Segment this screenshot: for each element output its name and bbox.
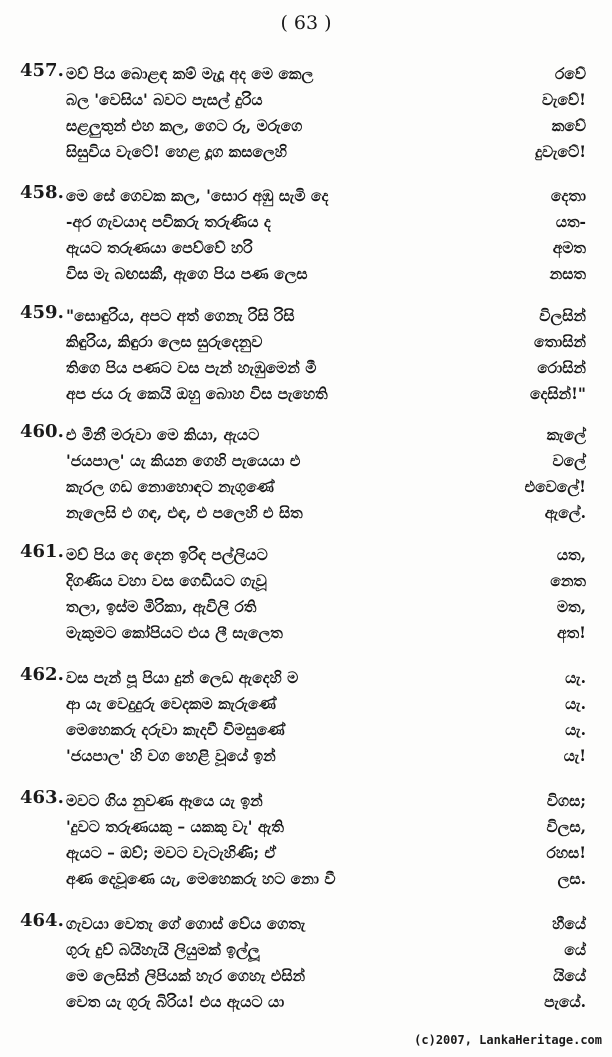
verse-rhyme: නෙත: [550, 571, 586, 590]
verse-text: මවට ගිය නුවණ ඈයෙ යැ ඉන්: [66, 791, 263, 810]
stanza-number: 463.: [20, 787, 64, 808]
stanza: [0, 421, 612, 525]
verse-line: [66, 86, 586, 112]
verse-rhyme: රවේ: [554, 64, 586, 83]
verse-rhyme: ලස.: [557, 869, 586, 888]
verse-text: සිසුවිය වැටේ! හෙළ දූග කසලෙහි: [66, 142, 287, 161]
verse-rhyme: විගස;: [546, 791, 586, 810]
verse-rhyme: දෙසින්!": [529, 384, 586, 403]
verse-rhyme: එවෙලේ!: [524, 477, 586, 496]
stanza: [0, 541, 612, 645]
verse-rhyme: නසත: [549, 264, 586, 283]
verse-rhyme: යේ: [564, 940, 586, 959]
verse-line: [66, 473, 586, 499]
verse-rhyme: රොසින්: [537, 358, 586, 377]
stanza-number: 458.: [20, 182, 64, 203]
verse-line: [66, 988, 586, 1014]
verse-line: [66, 234, 586, 260]
verse-text: 'දුවට තරුණයකු – යකකු වැ' ඇති: [66, 817, 284, 836]
verse-text: දිගණිය වහා වස ගෙඩියට ගැවූ: [66, 571, 267, 590]
stanza-number: 464.: [20, 910, 64, 931]
verse-text: කිඳුරිය, කිඳුරා ලෙස සුරුදෙනුව: [66, 332, 263, 351]
verse-line: [66, 421, 586, 447]
verse-rhyme: වැවේ!: [542, 90, 586, 109]
verse-text: ඇයට තරුණයා පෙව්වේ හරි: [66, 238, 253, 257]
stanza: [0, 910, 612, 1014]
verse-line: [66, 354, 586, 380]
verse-line: [66, 260, 586, 286]
verse-line: [66, 380, 586, 406]
verse-text: -අර ගැවයාද පවිකරු තරුණිය ද: [66, 212, 271, 231]
verse-line: [66, 182, 586, 208]
verse-text: මෙ ලෙසින් ලිපියක් හැර ගෙහැ එසින්: [66, 966, 306, 985]
verse-line: [66, 716, 586, 742]
stanza-number: 461.: [20, 541, 64, 562]
verse-rhyme: යත-: [555, 212, 586, 231]
verse-text: ආ යැ වෙදුදුරු වෙදකම කැරුණේ: [66, 694, 276, 713]
verse-line: [66, 690, 586, 716]
verse-line: [66, 619, 586, 645]
verse-text: තිගෙ පිය පණට වස පැන් හැඹුමෙන් මී: [66, 358, 317, 377]
verse-text: බල 'වෙසිය' බවට පැසල් දුරිය: [66, 90, 263, 109]
verse-text: මැකුමට කෝපියට එය ලී සැලෙත: [66, 623, 283, 642]
verse-text: ඇයට – ඔව්; මවට වැටැහිණි; ඒ: [66, 843, 277, 862]
verse-line: [66, 664, 586, 690]
verse-line: [66, 839, 586, 865]
verse-rhyme: හීයේ: [552, 914, 586, 933]
stanza-number: 457.: [20, 60, 64, 81]
verse-text: නැලෙසි එ ගඳ, එඳ, එ පලෙහි එ සිත: [66, 503, 303, 522]
verse-rhyme: දුවැටේ!: [535, 142, 586, 161]
verse-line: [66, 112, 586, 138]
verse-rhyme: යියේ: [553, 966, 586, 985]
stanza: [0, 182, 612, 286]
verse-text: මෙ සේ ගෙවක කල, 'සොර අඹු සැමි දෙ: [66, 186, 329, 205]
verse-line: [66, 787, 586, 813]
verse-rhyme: යත,: [556, 545, 586, 564]
stanza: [0, 664, 612, 768]
stanza-number: 462.: [20, 664, 64, 685]
verse-text: මව් පිය බොළඳ කම් මැදූ අද මෙ කෙල: [66, 64, 314, 83]
verse-line: [66, 499, 586, 525]
verse-rhyme: අත!: [557, 623, 586, 642]
stanza-number: 459.: [20, 302, 64, 323]
verse-text: 'ජයපාල' හි වග හෙළි වූයේ ඉන්: [66, 746, 276, 765]
stanza: [0, 60, 612, 164]
verse-line: [66, 208, 586, 234]
verse-text: වෙත යැ ගුරු බිරිය! එය ඇයට යා: [66, 992, 285, 1011]
verse-line: [66, 742, 586, 768]
verse-rhyme: මත,: [556, 597, 586, 616]
verse-rhyme: තොසින්: [534, 332, 586, 351]
verse-rhyme: රහස!: [546, 843, 586, 862]
verse-rhyme: කැලේ: [546, 425, 586, 444]
verse-line: [66, 447, 586, 473]
verse-text: මෙහෙකරු දරුවා කැදවී විමසුණේ: [66, 720, 285, 739]
verse-rhyme: වලේ: [552, 451, 586, 470]
verse-text: "සොඳුරිය, අපට අත් ගෙනැ රිසි රිසි: [66, 306, 295, 325]
verse-rhyme: යැ!: [563, 746, 586, 765]
verse-rhyme: විලස,: [546, 817, 586, 836]
copyright-footer: (c)2007, LankaHeritage.com: [414, 1033, 602, 1047]
verse-text: කැරල ගඩ නොහොඳට නැගුණේ: [66, 477, 274, 496]
verse-text: ගුරු දුව් බයිහැයි ලියුමක් ඉල්ලූ: [66, 940, 260, 959]
verse-rhyme: යැ.: [565, 720, 586, 739]
verse-rhyme: යැ.: [565, 668, 586, 687]
verse-text: 'ජයපාල' යැ කියන ගෙහි පැයෙයා එ: [66, 451, 301, 470]
verse-line: [66, 302, 586, 328]
verse-line: [66, 567, 586, 593]
verse-line: [66, 910, 586, 936]
verse-text: සළලුතුන් එහ කල, ගෙට රූ, මරුගෙ: [66, 116, 303, 135]
verse-text: වස පැන් පූ පියා දුන් ලෙඩ ඇදෙහි ම: [66, 668, 299, 687]
verse-line: [66, 962, 586, 988]
verse-text: එ මිනී මරුවා මෙ කියා, ඇයට: [66, 425, 260, 444]
verse-rhyme: ඇලේ.: [544, 503, 586, 522]
verse-line: [66, 138, 586, 164]
verse-line: [66, 541, 586, 567]
verse-line: [66, 593, 586, 619]
stanza: [0, 302, 612, 406]
verse-rhyme: කවේ: [551, 116, 586, 135]
verse-rhyme: දෙතා: [550, 186, 586, 205]
verse-line: [66, 865, 586, 891]
verse-rhyme: පැයේ.: [544, 992, 586, 1011]
verse-text: විස මැ බඟසකී, ඇගෙ පිය පණ ලෙස: [66, 264, 308, 283]
verse-rhyme: අමත: [552, 238, 586, 257]
verse-rhyme: යැ.: [565, 694, 586, 713]
verse-text: මව් පිය දෙ දෙන ඉරිඳ පල්ලියට: [66, 545, 268, 564]
verse-text: අණ දෙවූණෙ යැ, මෙහෙකරු හට නො වී: [66, 869, 336, 888]
verse-text: තලා, ඉස්ම මිරිකා, ඇවිලි රති: [66, 597, 257, 616]
verse-line: [66, 60, 586, 86]
stanza: [0, 787, 612, 891]
verse-text: අප ජය රු කෙයි ඔහු බොහ විස පැහෙති: [66, 384, 328, 403]
verse-line: [66, 936, 586, 962]
page-number: ( 63 ): [280, 12, 332, 34]
stanza-number: 460.: [20, 421, 64, 442]
verse-line: [66, 328, 586, 354]
verse-line: [66, 813, 586, 839]
verse-rhyme: විලසින්: [539, 306, 586, 325]
verse-text: ගැවයා වෙතැ ගේ ගොස් වේය ගෙතැ: [66, 914, 306, 933]
